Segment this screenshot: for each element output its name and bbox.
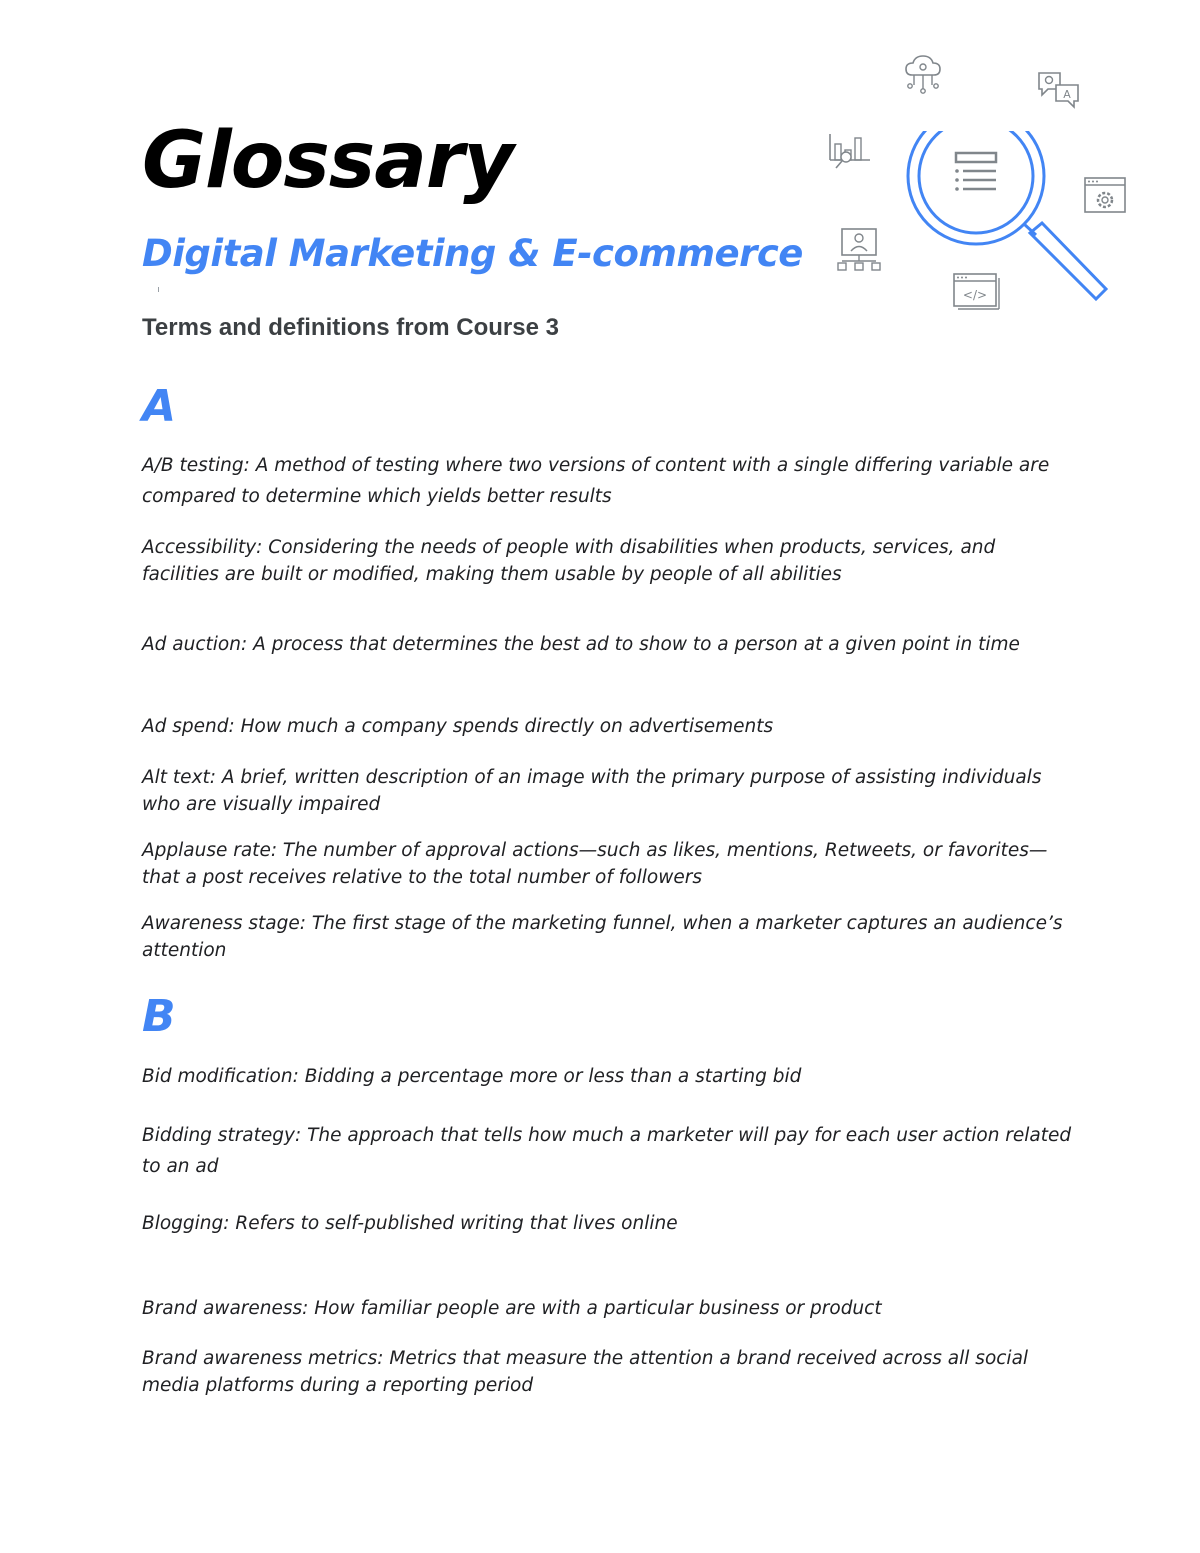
code-window-icon bbox=[950, 271, 1002, 313]
glossary-entry: Accessibility: Considering the needs of people with disabilities when products, services, and facilities are built or modified, making them usable by people of all abilities bbox=[142, 537, 996, 585]
chat-label: A bbox=[1063, 88, 1071, 101]
page-title: Glossary bbox=[142, 116, 514, 206]
glossary-entry: Blogging: Refers to self-published writing that lives online bbox=[142, 1213, 678, 1234]
section-letter-a: A bbox=[142, 381, 177, 432]
bar-chart-icon bbox=[826, 130, 874, 175]
header-illustration bbox=[820, 45, 1140, 320]
glossary-entry: Brand awareness metrics: Metrics that measure the attention a brand received across all social media platforms during a reporting period bbox=[142, 1348, 1029, 1396]
glossary-entry: Awareness stage: The first stage of the marketing funnel, when a marketer captures an audience’s attention bbox=[142, 913, 1063, 961]
user-org-chart-icon bbox=[832, 227, 888, 275]
glossary-entry: Alt text: A brief, written description of an image with the primary purpose of assisting individuals who are visually impaired bbox=[142, 767, 1042, 815]
glossary-entry: Ad spend: How much a company spends directly on advertisements bbox=[142, 716, 774, 737]
glossary-entry: Bid modification: Bidding a percentage more or less than a starting bid bbox=[142, 1066, 802, 1087]
code-label: </> bbox=[962, 288, 988, 302]
course-heading: Terms and definitions from Course 3 bbox=[142, 314, 559, 341]
cloud-network-icon bbox=[902, 53, 952, 95]
glossary-entry: Bidding strategy: The approach that tells how much a marketer will pay for each user action related to an ad bbox=[142, 1125, 1072, 1177]
glossary-entry: Brand awareness: How familiar people are with a particular business or product bbox=[142, 1298, 882, 1319]
page-subtitle: Digital Marketing & E-commerce bbox=[142, 232, 803, 275]
glossary-entry: Applause rate: The number of approval actions—such as likes, mentions, Retweets, or favorites—that a post receives relative to the total number of followers bbox=[142, 840, 1048, 888]
section-letter-b: B bbox=[142, 991, 176, 1042]
settings-window-icon bbox=[1082, 175, 1128, 217]
chat-bubbles-icon bbox=[1034, 67, 1084, 111]
magnifier-icon bbox=[904, 131, 1114, 311]
decorative-tick bbox=[158, 287, 159, 292]
glossary-entry: A/B testing: A method of testing where two versions of content with a single differing variable are compared to determine which yields better results bbox=[142, 455, 1050, 507]
glossary-entry: Ad auction: A process that determines the best ad to show to a person at a given point in time bbox=[142, 634, 1020, 655]
